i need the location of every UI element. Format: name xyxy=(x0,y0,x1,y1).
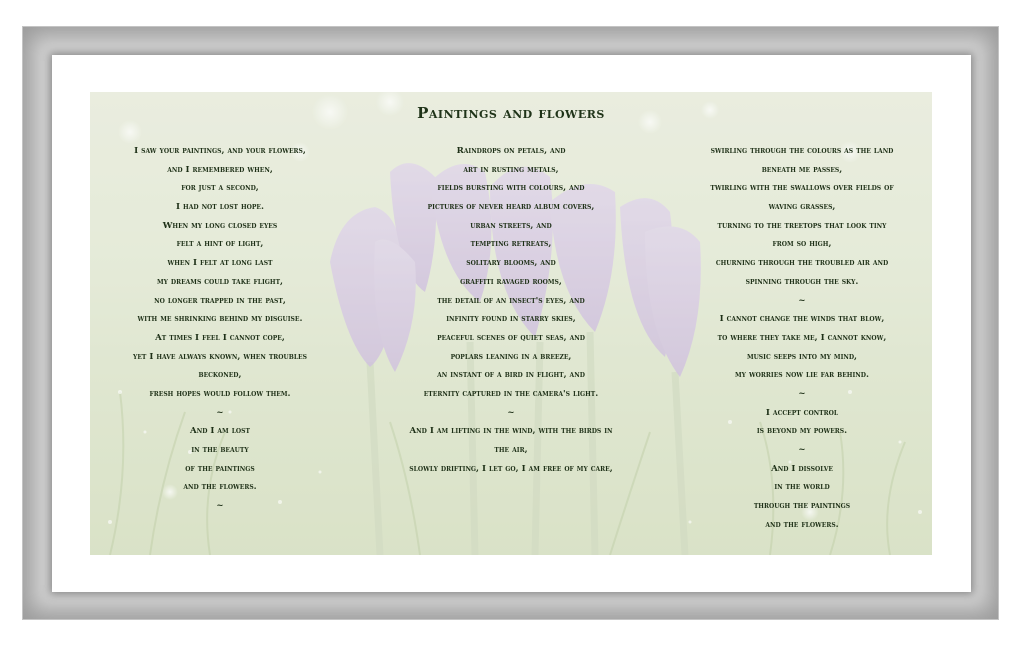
poem-line: for just a second, xyxy=(181,183,259,194)
poem-line: when I felt at long last xyxy=(167,258,273,269)
poem-line: ~ xyxy=(507,407,515,418)
poem-line: Raindrops on petals, and xyxy=(456,146,566,156)
poem-line: and the flowers. xyxy=(765,519,839,530)
poem-line: I had not lost hope. xyxy=(176,202,264,213)
poem-line: beneath me passes, xyxy=(761,164,843,175)
poem-line: yet I have always known, when troubles xyxy=(133,351,307,362)
poem-line: poplars leaning in a breeze, xyxy=(450,351,572,362)
poem-line: turning to the treetops that look tiny xyxy=(717,220,887,231)
poem-line: infinity found in starry skies, xyxy=(446,314,576,325)
poem-line: the air, xyxy=(494,445,528,455)
poem-line: pictures of never heard album covers, xyxy=(427,202,595,213)
poem-line: graffiti ravaged rooms, xyxy=(460,276,562,287)
poem-line: swirling through the colours as the land xyxy=(710,146,894,156)
poem-line: my dreams could take flight, xyxy=(156,276,284,287)
poem-line: through the paintings xyxy=(753,501,851,512)
poem-line: peaceful scenes of quiet seas, and xyxy=(437,332,585,343)
poem-line: ~ xyxy=(798,388,806,399)
poem-line: fresh hopes would follow them. xyxy=(149,388,291,399)
poem-line: And I am lifting in the wind, with the birds in xyxy=(409,426,613,437)
poem-line: from so high, xyxy=(772,239,832,250)
poem-line: ~ xyxy=(798,295,806,306)
poem-line: tempting retreats, xyxy=(470,239,552,250)
poem-column-right xyxy=(677,142,927,534)
poem-picture xyxy=(90,92,932,555)
poem-line: I saw your paintings, and your flowers, xyxy=(134,146,306,156)
poem-line: I cannot change the winds that blow, xyxy=(719,314,885,325)
poem-line: slowly drifting, I let go, I am free of my care, xyxy=(409,463,613,474)
poem-line: felt a hint of light, xyxy=(176,239,264,250)
poem-line: ~ xyxy=(216,407,224,418)
poem-line: urban streets, and xyxy=(470,220,552,231)
poem-line: waving grasses, xyxy=(768,202,836,213)
poem-line: When my long closed eyes xyxy=(162,220,278,231)
poem-line: And I am lost xyxy=(190,426,250,437)
poem-line: spinning through the sky. xyxy=(745,276,859,287)
poem-line: art in rusting metals, xyxy=(463,164,559,175)
poem-column-left xyxy=(95,142,345,516)
poem-line: fields bursting with colours, and xyxy=(437,183,585,194)
poem-line: in the beauty xyxy=(191,445,249,455)
poem-line: and I remembered when, xyxy=(167,164,273,175)
poem-line: my worries now lie far behind. xyxy=(735,370,869,381)
poem-line: no longer trapped in the past, xyxy=(154,295,286,306)
poem-line: with me shrinking behind my disguise. xyxy=(137,314,303,325)
poem-line: music seeps into my mind, xyxy=(746,351,858,362)
poem-line: At times I feel I cannot cope, xyxy=(155,332,285,343)
poem-line: ~ xyxy=(216,501,224,512)
poem-line: an instant of a bird in flight, and xyxy=(437,370,585,381)
poem-column-middle xyxy=(381,142,641,478)
poem-line: of the paintings xyxy=(185,463,255,474)
poem-title: Paintings and flowers xyxy=(417,104,605,122)
poem-line: twirling with the swallows over fields of xyxy=(710,183,894,194)
poem-line: I accept control xyxy=(765,407,839,418)
poem-line: solitary blooms, and xyxy=(466,258,556,269)
poem-line: churning through the troubled air and xyxy=(715,258,889,269)
poem-line: beckoned, xyxy=(198,370,242,381)
poem-line: the detail of an insect's eyes, and xyxy=(437,295,585,306)
poem-line: is beyond my powers. xyxy=(756,426,848,437)
poem-line: eternity captured in the camera's light. xyxy=(423,388,599,399)
poem-line: and the flowers. xyxy=(183,482,257,493)
poem-line: And I dissolve xyxy=(771,463,833,474)
poem-line: to where they take me, I cannot know, xyxy=(717,332,887,343)
poem-line: ~ xyxy=(798,445,806,455)
poem-line: in the world xyxy=(774,482,830,493)
